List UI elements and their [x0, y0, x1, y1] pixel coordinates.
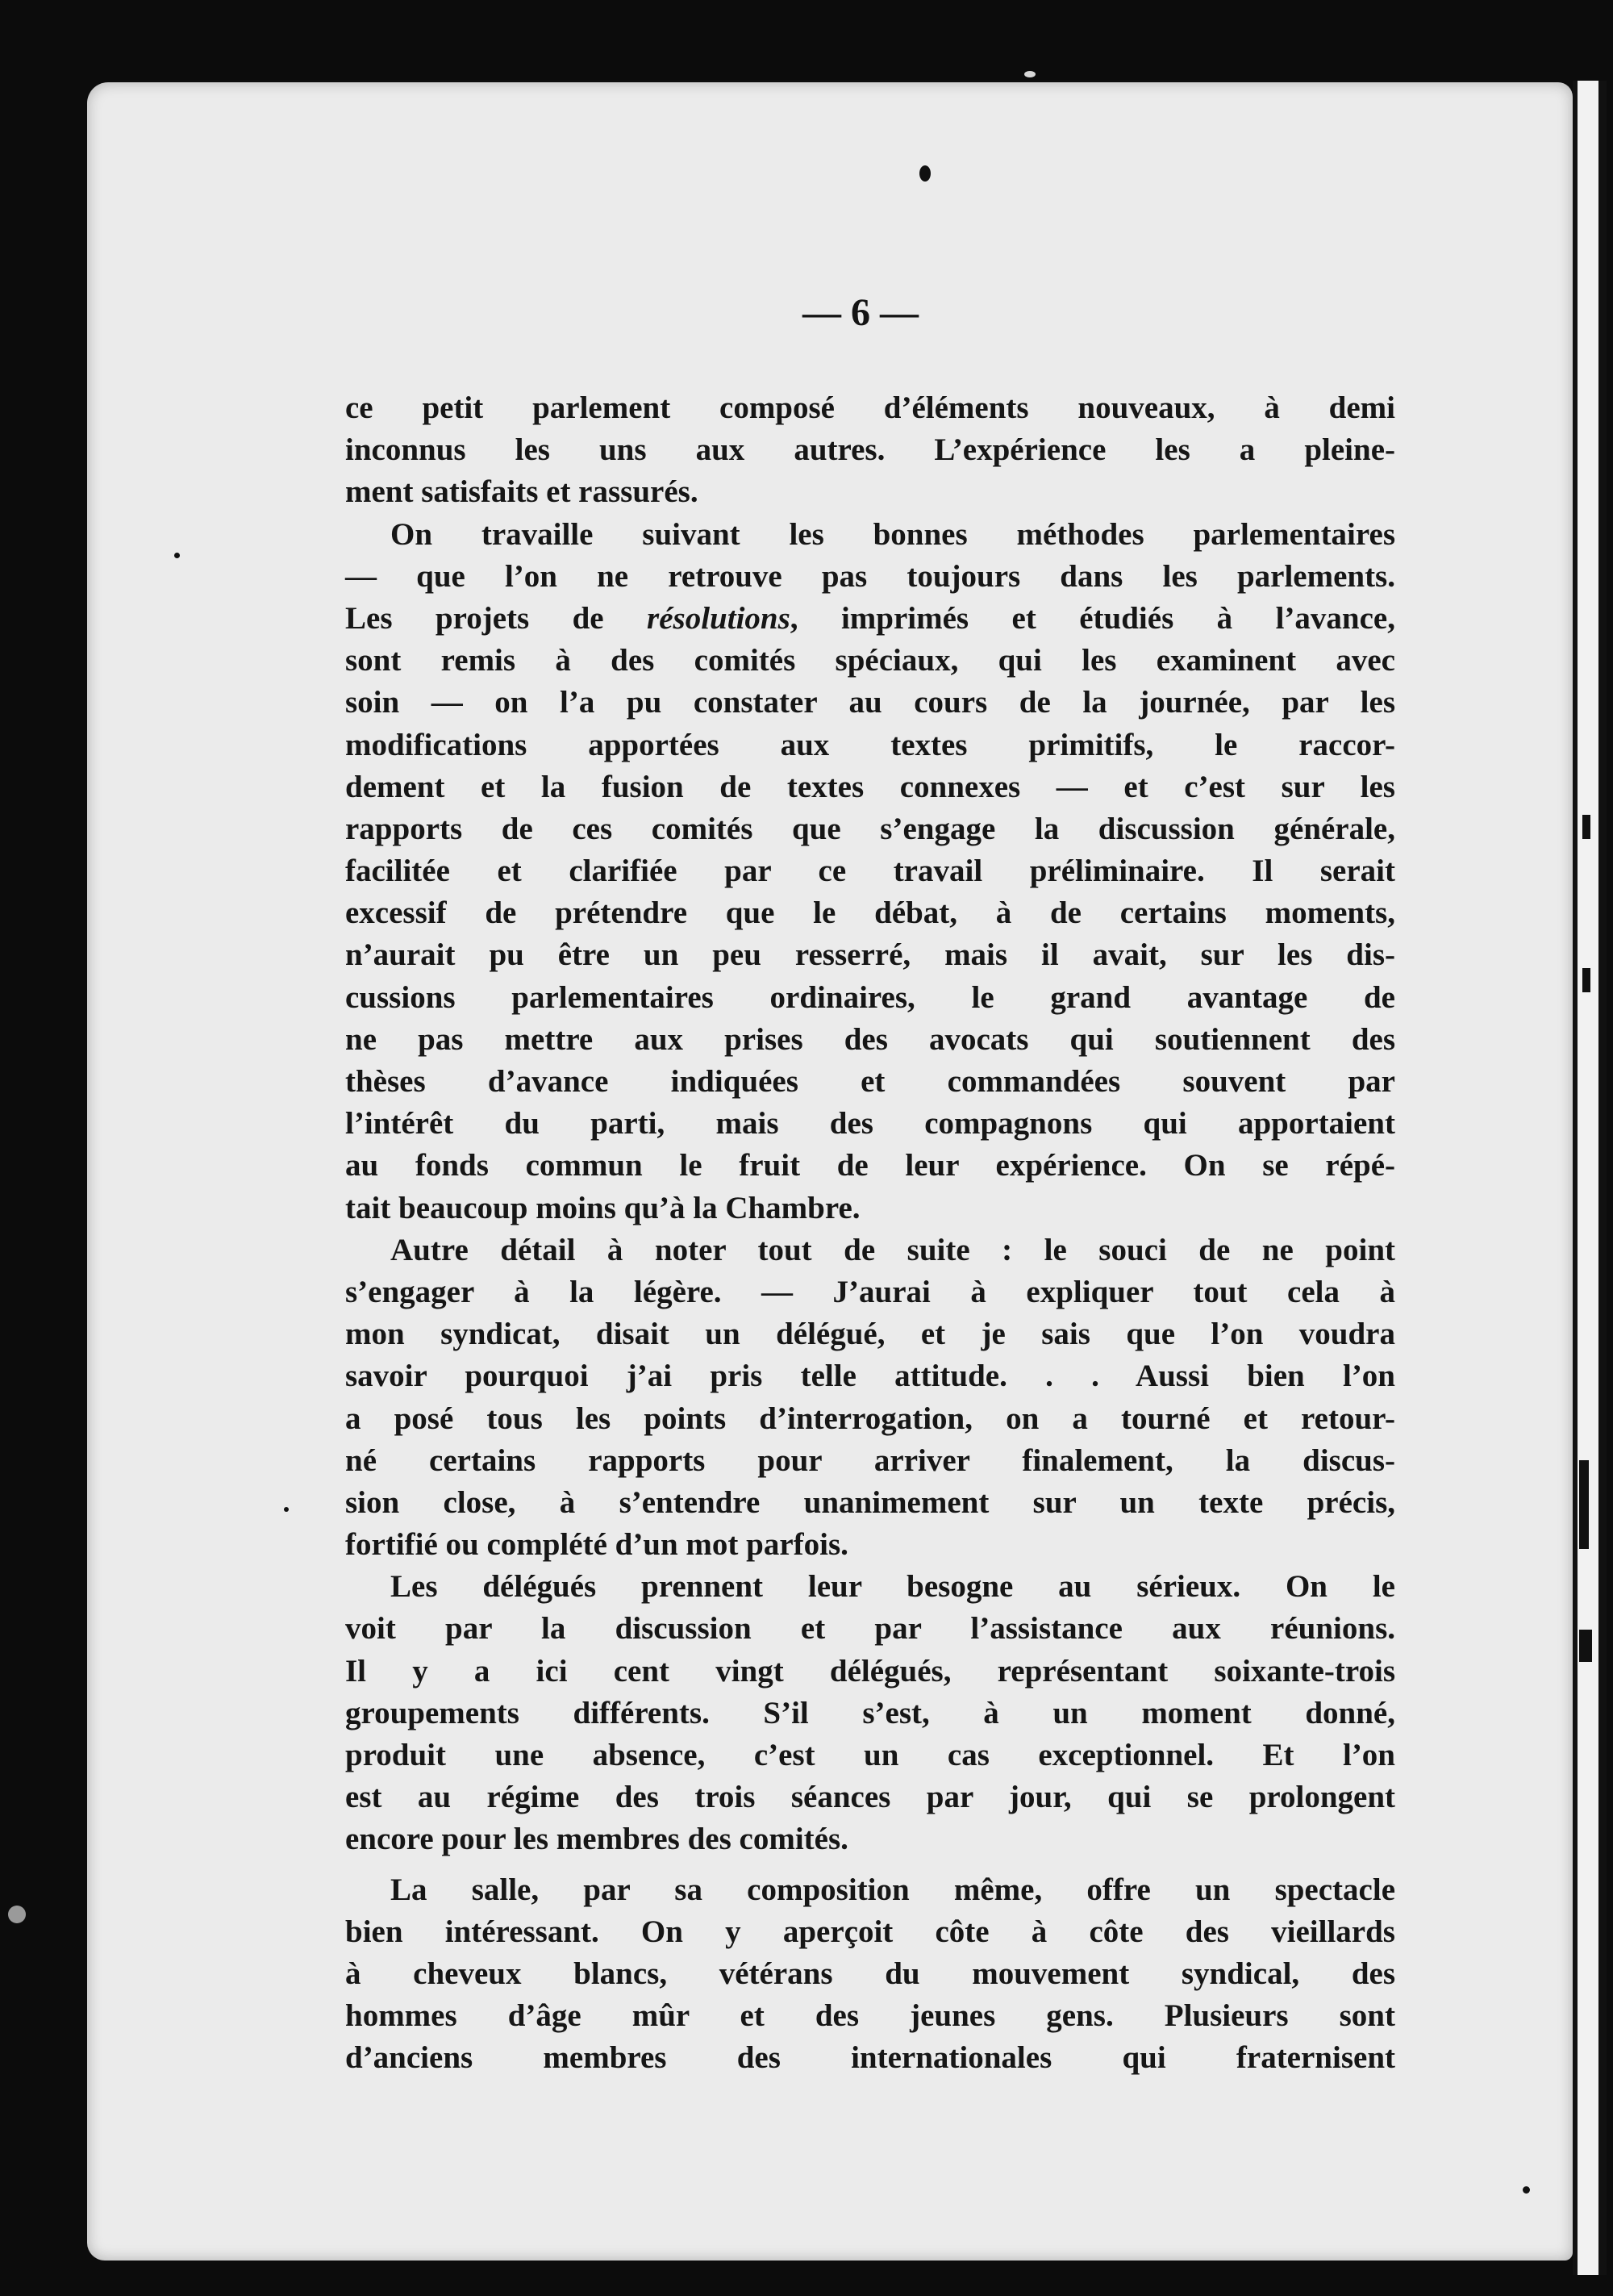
scan-speck [1024, 71, 1036, 77]
text-line: ne pas mettre aux prises des avocats qui soutiennent des [345, 1021, 1395, 1057]
text-line: savoir pourquoi j’ai pris telle attitude. . . Aussi bien l’on [345, 1359, 1395, 1394]
text-line: inconnus les uns aux autres. L’expérience les a pleine- [345, 432, 1395, 468]
text-line: Les projets de résolutions, imprimés et étudiés à l’avance, [345, 600, 1395, 636]
text-line: bien intéressant. On y aperçoit côte à côte des vieillards [345, 1914, 1395, 1949]
text-line: à cheveux blancs, vétérans du mouvement syndical, des [345, 1956, 1395, 1991]
text-line: s’engager à la légère. — J’aurai à expliquer tout cela à [345, 1274, 1395, 1309]
right-binding [1573, 81, 1607, 2275]
text-line: voit par la discussion et par l’assistance aux réunions. [345, 1611, 1395, 1647]
text-line: est au régime des trois séances par jour, qui se prolongent [345, 1780, 1395, 1815]
ink-mark [174, 553, 180, 558]
binding-mark [1579, 1460, 1589, 1549]
text-line: Il y a ici cent vingt délégués, représentant soixante-trois [345, 1653, 1395, 1689]
text-line: modifications apportées aux textes primitifs, le raccor- [345, 727, 1395, 762]
text-line: dement et la fusion de textes connexes — et c’est sur les [345, 769, 1395, 804]
text-line: tait beaucoup moins qu’à la Chambre. [345, 1190, 861, 1225]
text-line: encore pour les membres des comités. [345, 1822, 848, 1857]
text-line: facilitée et clarifiée par ce travail préliminaire. Il serait [345, 854, 1395, 889]
text-line: cussions parlementaires ordinaires, le grand avantage de [345, 979, 1395, 1015]
text-line: thèses d’avance indiquées et commandées souvent par [345, 1064, 1395, 1099]
text-line: hommes d’âge mûr et des jeunes gens. Plusieurs sont [345, 1998, 1395, 2034]
body-text [345, 387, 1395, 2080]
scan-speck [8, 1906, 26, 1923]
text-line: Autre détail à noter tout de suite : le souci de ne point [390, 1232, 1395, 1267]
text-line: La salle, par sa composition même, offre un spectacle [390, 1872, 1395, 1907]
text-line: ce petit parlement composé d’éléments nouveaux, à demi [345, 390, 1395, 425]
page-number: — 6 — [802, 291, 919, 334]
text-line: n’aurait pu être un peu resserré, mais il avait, sur les dis- [345, 937, 1395, 973]
text-line: ment satisfaits et rassurés. [345, 474, 698, 510]
text-line: Les délégués prennent leur besogne au sérieux. On le [390, 1569, 1395, 1605]
binding-mark [1582, 968, 1590, 992]
text-line: On travaille suivant les bonnes méthodes parlementaires [390, 516, 1395, 552]
ink-mark [284, 1507, 289, 1512]
paragraph-gap [345, 1861, 1395, 1869]
binding-mark [1579, 1630, 1592, 1662]
text-line: d’anciens membres des internationales qui fraternisent [345, 2040, 1395, 2076]
text-line: sont remis à des comités spéciaux, qui les examinent avec [345, 643, 1395, 678]
text-line: soin — on l’a pu constater au cours de la journée, par les [345, 685, 1395, 720]
text-line: l’intérêt du parti, mais des compagnons qui apportaient [345, 1106, 1395, 1142]
text-line: — que l’on ne retrouve pas toujours dans les parlements. [345, 558, 1395, 594]
text-line: excessif de prétendre que le débat, à de certains moments, [345, 895, 1395, 931]
text-line: fortifié ou complété d’un mot parfois. [345, 1527, 848, 1563]
ink-mark [919, 165, 931, 182]
text-line: né certains rapports pour arriver finalement, la discus- [345, 1442, 1395, 1478]
text-line: rapports de ces comités que s’engage la discussion générale, [345, 811, 1395, 846]
text-line: mon syndicat, disait un délégué, et je sais que l’on voudra [345, 1317, 1395, 1352]
text-line: au fonds commun le fruit de leur expérience. On se répé- [345, 1148, 1395, 1183]
text-line: a posé tous les points d’interrogation, on a tourné et retour- [345, 1401, 1395, 1436]
ink-mark [1523, 2186, 1530, 2194]
binding-mark [1582, 815, 1590, 839]
italic-word: résolutions [647, 600, 790, 636]
text-line: groupements différents. S’il s’est, à un moment donné, [345, 1695, 1395, 1730]
text-line: produit une absence, c’est un cas exceptionnel. Et l’on [345, 1738, 1395, 1772]
text-line: sion close, à s’entendre unanimement sur un texte précis, [345, 1484, 1395, 1520]
